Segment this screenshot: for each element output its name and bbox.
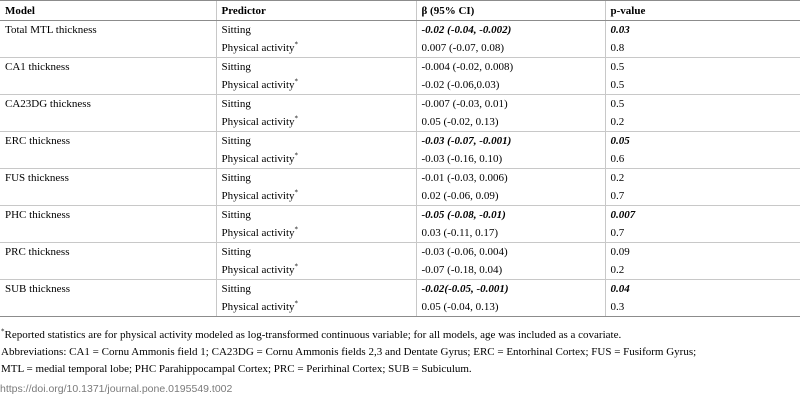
- cell-predictor: [216, 243, 416, 262]
- table-row: [0, 261, 800, 280]
- cell-model: FUS thickness: [0, 169, 216, 188]
- cell-p-value: 0.09: [605, 243, 800, 262]
- table-row: [0, 187, 800, 206]
- cell-beta: 0.02 (-0.06, 0.09): [416, 187, 605, 206]
- table-row: [0, 113, 800, 132]
- cell-p-value: 0.03: [605, 21, 800, 40]
- table-row: [0, 169, 800, 188]
- predictor-label: Sitting: [221, 172, 251, 184]
- cell-p-value: 0.04: [605, 280, 800, 299]
- cell-beta: -0.03 (-0.07, -0.001): [416, 132, 605, 151]
- cell-predictor: [216, 58, 416, 77]
- cell-p-value: 0.5: [605, 95, 800, 114]
- cell-model: [0, 261, 216, 280]
- footnote-marker: *: [294, 114, 299, 123]
- cell-predictor: [216, 39, 416, 58]
- footnote-marker: *: [294, 77, 299, 86]
- cell-p-value: 0.7: [605, 224, 800, 243]
- cell-beta: -0.004 (-0.02, 0.008): [416, 58, 605, 77]
- cell-predictor: [216, 187, 416, 206]
- cell-predictor: [216, 169, 416, 188]
- table-row: [0, 206, 800, 225]
- predictor-label: Sitting: [221, 61, 251, 73]
- table-footnotes: [0, 327, 800, 378]
- predictor-label: Physical activity: [221, 301, 295, 313]
- predictor-label: Sitting: [221, 135, 251, 147]
- cell-beta: 0.05 (-0.02, 0.13): [416, 113, 605, 132]
- cell-predictor: [216, 261, 416, 280]
- cell-model: CA23DG thickness: [0, 95, 216, 114]
- abbreviations-line-2: MTL = medial temporal lobe; PHC Parahippocampal Cortex; PRC = Perirhinal Cortex; SUB = Subiculum.: [1, 363, 472, 375]
- table-row: [0, 150, 800, 169]
- predictor-label: Physical activity: [221, 264, 295, 276]
- footnote-marker: *: [294, 151, 299, 160]
- cell-beta: -0.02 (-0.06,0.03): [416, 76, 605, 95]
- cell-predictor: [216, 113, 416, 132]
- cell-model: CA1 thickness: [0, 58, 216, 77]
- cell-model: ERC thickness: [0, 132, 216, 151]
- cell-predictor: [216, 21, 416, 40]
- cell-p-value: 0.6: [605, 150, 800, 169]
- footnote-note: [0, 327, 800, 344]
- cell-model: PRC thickness: [0, 243, 216, 262]
- cell-p-value: 0.3: [605, 298, 800, 317]
- cell-p-value: 0.5: [605, 76, 800, 95]
- footnote-marker: *: [294, 299, 299, 308]
- cell-p-value: 0.8: [605, 39, 800, 58]
- cell-p-value: 0.2: [605, 261, 800, 280]
- predictor-label: Physical activity: [221, 227, 295, 239]
- footnote-marker: *: [294, 225, 299, 234]
- cell-model: [0, 39, 216, 58]
- predictor-label: Physical activity: [221, 79, 295, 91]
- table-row: [0, 58, 800, 77]
- cell-beta: 0.03 (-0.11, 0.17): [416, 224, 605, 243]
- cell-predictor: [216, 298, 416, 317]
- header-predictor: Predictor: [216, 1, 416, 21]
- table-header-row: [0, 1, 800, 21]
- cell-model: SUB thickness: [0, 280, 216, 299]
- doi-link[interactable]: https://doi.org/10.1371/journal.pone.0195549.t002: [0, 383, 233, 395]
- cell-model: Total MTL thickness: [5, 24, 97, 36]
- cell-predictor: [216, 280, 416, 299]
- cell-model: [0, 224, 216, 243]
- table-row: [0, 243, 800, 262]
- cell-p-value: 0.007: [605, 206, 800, 225]
- cell-model: [0, 76, 216, 95]
- footnote-marker: *: [1, 327, 5, 336]
- cell-model: [0, 150, 216, 169]
- abbreviations-line-1: Abbreviations: CA1 = Cornu Ammonis field 1; CA23DG = Cornu Ammonis fields 2,3 and Dentate Gyrus; ERC = Entorhinal Cortex; FUS = Fusiform Gyrus;: [1, 346, 697, 358]
- table-row: [0, 39, 800, 58]
- cell-p-value: 0.05: [605, 132, 800, 151]
- cell-model: [0, 187, 216, 206]
- cell-beta: -0.02 (-0.04, -0.002): [416, 21, 605, 40]
- cell-beta: -0.007 (-0.03, 0.01): [416, 95, 605, 114]
- predictor-label: Sitting: [221, 283, 251, 295]
- cell-model: PHC thickness: [0, 206, 216, 225]
- header-model: Model: [0, 1, 216, 21]
- predictor-label: Physical activity: [221, 116, 295, 128]
- cell-p-value: 0.2: [605, 169, 800, 188]
- table-row: [0, 298, 800, 317]
- table-body: [0, 21, 800, 317]
- footnote-marker: *: [294, 40, 299, 49]
- table-row: [0, 21, 800, 40]
- cell-p-value: 0.5: [605, 58, 800, 77]
- predictor-label: Sitting: [221, 246, 251, 258]
- cell-beta: -0.03 (-0.16, 0.10): [416, 150, 605, 169]
- cell-p-value: 0.7: [605, 187, 800, 206]
- cell-beta: -0.05 (-0.08, -0.01): [416, 206, 605, 225]
- table-row: [0, 76, 800, 95]
- footnote-marker: *: [294, 188, 299, 197]
- cell-model: [0, 298, 216, 317]
- cell-beta: -0.03 (-0.06, 0.004): [416, 243, 605, 262]
- cell-beta: 0.05 (-0.04, 0.13): [416, 298, 605, 317]
- table-row: [0, 95, 800, 114]
- cell-beta: 0.007 (-0.07, 0.08): [416, 39, 605, 58]
- cell-predictor: [216, 150, 416, 169]
- cell-beta: -0.02(-0.05, -0.001): [416, 280, 605, 299]
- footnote-note-text: Reported statistics are for physical activity modeled as log-transformed continuous variable; for all models, age was included as a covariate.: [4, 329, 622, 341]
- cell-p-value: 0.2: [605, 113, 800, 132]
- cell-predictor: [216, 224, 416, 243]
- predictor-label: Sitting: [221, 98, 251, 110]
- cell-predictor: [216, 206, 416, 225]
- header-beta: β (95% CI): [416, 1, 605, 21]
- cell-predictor: [216, 95, 416, 114]
- predictor-label: Sitting: [221, 24, 251, 36]
- cell-predictor: [216, 132, 416, 151]
- cell-beta: -0.07 (-0.18, 0.04): [416, 261, 605, 280]
- predictor-label: Sitting: [221, 209, 251, 221]
- table-row: [0, 132, 800, 151]
- footnote-marker: *: [294, 262, 299, 271]
- table-row: [0, 280, 800, 299]
- predictor-label: Physical activity: [221, 153, 295, 165]
- cell-beta: -0.01 (-0.03, 0.006): [416, 169, 605, 188]
- cell-model: [0, 113, 216, 132]
- predictor-label: Physical activity: [221, 42, 295, 54]
- cell-predictor: [216, 76, 416, 95]
- predictor-label: Physical activity: [221, 190, 295, 202]
- table-row: [0, 224, 800, 243]
- header-p-value: p-value: [605, 1, 800, 21]
